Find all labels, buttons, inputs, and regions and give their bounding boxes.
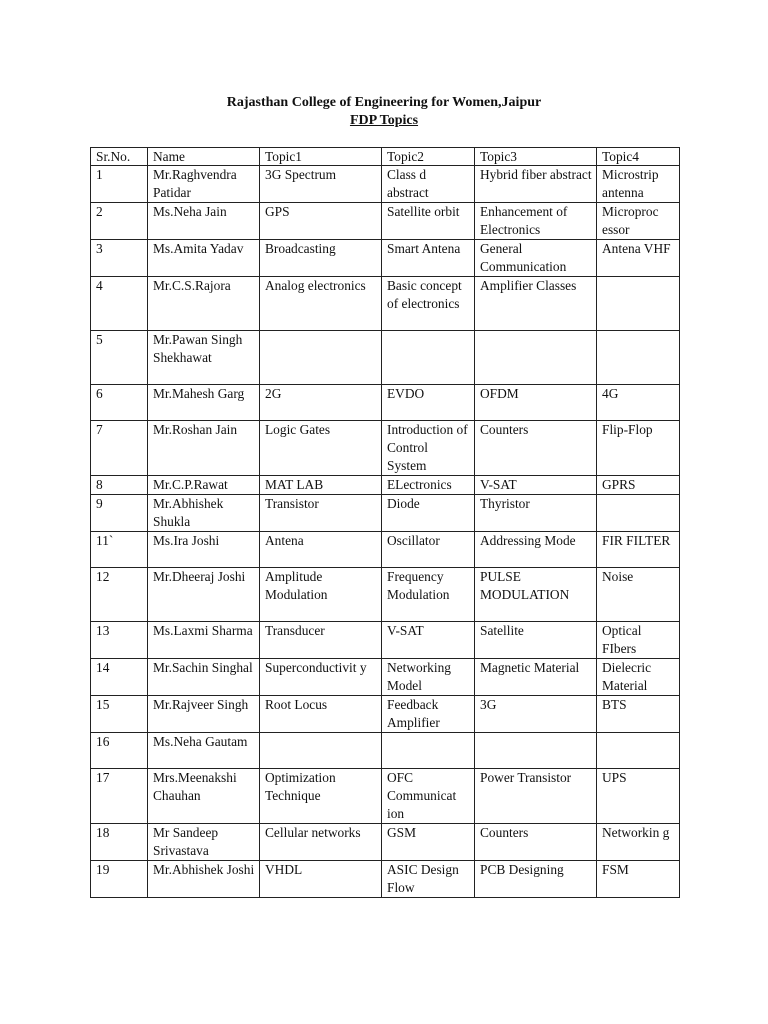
fdp-topics-table bbox=[90, 147, 680, 898]
cell-topic2: GSM bbox=[382, 824, 475, 861]
cell-topic4: Networkin g bbox=[597, 824, 680, 861]
cell-name: Mr.Sachin Singhal bbox=[148, 659, 260, 696]
cell-name: Mr.Mahesh Garg bbox=[148, 385, 260, 421]
cell-topic2: Satellite orbit bbox=[382, 203, 475, 240]
cell-topic1: Amplitude Modulation bbox=[260, 568, 382, 622]
cell-name: Ms.Laxmi Sharma bbox=[148, 622, 260, 659]
cell-topic3: Counters bbox=[475, 824, 597, 861]
cell-topic1 bbox=[260, 733, 382, 769]
cell-sr-no: 9 bbox=[91, 495, 148, 532]
cell-topic3: Hybrid fiber abstract bbox=[475, 166, 597, 203]
cell-sr-no: 19 bbox=[91, 861, 148, 898]
cell-topic3: Magnetic Material bbox=[475, 659, 597, 696]
cell-topic4 bbox=[597, 277, 680, 331]
cell-topic2: Oscillator bbox=[382, 532, 475, 568]
table-row bbox=[91, 240, 680, 277]
cell-topic1: Antena bbox=[260, 532, 382, 568]
table-header-row bbox=[91, 148, 680, 166]
cell-topic2: Class d abstract bbox=[382, 166, 475, 203]
table-row bbox=[91, 385, 680, 421]
cell-name: Mr.C.P.Rawat bbox=[148, 476, 260, 495]
cell-sr-no: 16 bbox=[91, 733, 148, 769]
table-row bbox=[91, 532, 680, 568]
cell-topic2: Networking Model bbox=[382, 659, 475, 696]
table-row bbox=[91, 568, 680, 622]
cell-name: Mr.Dheeraj Joshi bbox=[148, 568, 260, 622]
cell-name: Mr Sandeep Srivastava bbox=[148, 824, 260, 861]
cell-topic4: UPS bbox=[597, 769, 680, 824]
cell-sr-no: 2 bbox=[91, 203, 148, 240]
cell-sr-no: 5 bbox=[91, 331, 148, 385]
cell-sr-no: 18 bbox=[91, 824, 148, 861]
cell-topic2: OFC Communicat ion bbox=[382, 769, 475, 824]
table-body bbox=[91, 166, 680, 898]
cell-topic3: Addressing Mode bbox=[475, 532, 597, 568]
table-row bbox=[91, 203, 680, 240]
table-row bbox=[91, 733, 680, 769]
table-row bbox=[91, 495, 680, 532]
cell-topic4 bbox=[597, 733, 680, 769]
cell-topic4: Noise bbox=[597, 568, 680, 622]
cell-topic2: Basic concept of electronics bbox=[382, 277, 475, 331]
table-row bbox=[91, 769, 680, 824]
cell-topic4 bbox=[597, 331, 680, 385]
cell-topic2: ASIC Design Flow bbox=[382, 861, 475, 898]
cell-name: Mr.Roshan Jain bbox=[148, 421, 260, 476]
cell-topic3: Enhancement of Electronics bbox=[475, 203, 597, 240]
cell-topic1: Logic Gates bbox=[260, 421, 382, 476]
cell-topic2: EVDO bbox=[382, 385, 475, 421]
cell-name: Mr.Abhishek Joshi bbox=[148, 861, 260, 898]
cell-topic3 bbox=[475, 331, 597, 385]
cell-name: Mr.Abhishek Shukla bbox=[148, 495, 260, 532]
cell-topic3: PULSE MODULATION bbox=[475, 568, 597, 622]
table-row bbox=[91, 476, 680, 495]
cell-topic3: Power Transistor bbox=[475, 769, 597, 824]
table-row bbox=[91, 331, 680, 385]
table-row bbox=[91, 421, 680, 476]
cell-topic2: Frequency Modulation bbox=[382, 568, 475, 622]
cell-topic1: VHDL bbox=[260, 861, 382, 898]
cell-topic1: 3G Spectrum bbox=[260, 166, 382, 203]
cell-sr-no: 11` bbox=[91, 532, 148, 568]
cell-name: Mr.Pawan Singh Shekhawat bbox=[148, 331, 260, 385]
table-row bbox=[91, 277, 680, 331]
cell-sr-no: 3 bbox=[91, 240, 148, 277]
cell-topic2: ELectronics bbox=[382, 476, 475, 495]
header-name: Name bbox=[148, 148, 260, 166]
cell-topic1: 2G bbox=[260, 385, 382, 421]
cell-topic1: Broadcasting bbox=[260, 240, 382, 277]
cell-topic1: Cellular networks bbox=[260, 824, 382, 861]
cell-sr-no: 14 bbox=[91, 659, 148, 696]
table-row bbox=[91, 622, 680, 659]
cell-sr-no: 4 bbox=[91, 277, 148, 331]
table-row bbox=[91, 166, 680, 203]
cell-topic1: Transistor bbox=[260, 495, 382, 532]
table-row bbox=[91, 861, 680, 898]
cell-sr-no: 8 bbox=[91, 476, 148, 495]
table-row bbox=[91, 824, 680, 861]
cell-topic2 bbox=[382, 733, 475, 769]
cell-topic1: Optimization Technique bbox=[260, 769, 382, 824]
cell-topic3: 3G bbox=[475, 696, 597, 733]
cell-sr-no: 17 bbox=[91, 769, 148, 824]
cell-topic1: Analog electronics bbox=[260, 277, 382, 331]
cell-topic4: GPRS bbox=[597, 476, 680, 495]
cell-topic4: BTS bbox=[597, 696, 680, 733]
cell-topic2: Smart Antena bbox=[382, 240, 475, 277]
cell-sr-no: 15 bbox=[91, 696, 148, 733]
cell-name: Mr.C.S.Rajora bbox=[148, 277, 260, 331]
cell-topic4: Dielecric Material bbox=[597, 659, 680, 696]
cell-topic2: Feedback Amplifier bbox=[382, 696, 475, 733]
cell-topic2: Diode bbox=[382, 495, 475, 532]
cell-topic4 bbox=[597, 495, 680, 532]
cell-topic3: Amplifier Classes bbox=[475, 277, 597, 331]
cell-name: Mr.Raghvendra Patidar bbox=[148, 166, 260, 203]
cell-topic1: MAT LAB bbox=[260, 476, 382, 495]
header-topic1: Topic1 bbox=[260, 148, 382, 166]
cell-sr-no: 13 bbox=[91, 622, 148, 659]
cell-topic4: FSM bbox=[597, 861, 680, 898]
cell-topic4: 4G bbox=[597, 385, 680, 421]
cell-name: Mr.Rajveer Singh bbox=[148, 696, 260, 733]
cell-topic3: Thyristor bbox=[475, 495, 597, 532]
cell-topic2: Introduction of Control System bbox=[382, 421, 475, 476]
cell-topic4: Microproc essor bbox=[597, 203, 680, 240]
cell-topic2: V-SAT bbox=[382, 622, 475, 659]
cell-topic4: Antena VHF bbox=[597, 240, 680, 277]
cell-topic3: V-SAT bbox=[475, 476, 597, 495]
cell-name: Ms.Neha Gautam bbox=[148, 733, 260, 769]
cell-topic3: PCB Designing bbox=[475, 861, 597, 898]
cell-topic3: Satellite bbox=[475, 622, 597, 659]
header-topic4: Topic4 bbox=[597, 148, 680, 166]
cell-topic3: General Communication bbox=[475, 240, 597, 277]
table-row bbox=[91, 659, 680, 696]
cell-topic4: Microstrip antenna bbox=[597, 166, 680, 203]
cell-sr-no: 6 bbox=[91, 385, 148, 421]
cell-name: Ms.Amita Yadav bbox=[148, 240, 260, 277]
cell-name: Mrs.Meenakshi Chauhan bbox=[148, 769, 260, 824]
cell-topic3 bbox=[475, 733, 597, 769]
cell-topic3: Counters bbox=[475, 421, 597, 476]
cell-topic1: Transducer bbox=[260, 622, 382, 659]
cell-topic1 bbox=[260, 331, 382, 385]
document-subtitle: FDP Topics bbox=[349, 113, 419, 128]
cell-topic1: GPS bbox=[260, 203, 382, 240]
cell-topic3: OFDM bbox=[475, 385, 597, 421]
header-topic3: Topic3 bbox=[475, 148, 597, 166]
header-sr-no: Sr.No. bbox=[91, 148, 148, 166]
cell-sr-no: 1 bbox=[91, 166, 148, 203]
document-title: Rajasthan College of Engineering for Women,Jaipur bbox=[226, 95, 542, 110]
table-row bbox=[91, 696, 680, 733]
cell-topic4: Flip-Flop bbox=[597, 421, 680, 476]
header-topic2: Topic2 bbox=[382, 148, 475, 166]
cell-name: Ms.Neha Jain bbox=[148, 203, 260, 240]
cell-topic2 bbox=[382, 331, 475, 385]
cell-sr-no: 7 bbox=[91, 421, 148, 476]
cell-topic1: Superconductivit y bbox=[260, 659, 382, 696]
cell-topic4: Optical FIbers bbox=[597, 622, 680, 659]
cell-topic4: FIR FILTER bbox=[597, 532, 680, 568]
cell-topic1: Root Locus bbox=[260, 696, 382, 733]
cell-name: Ms.Ira Joshi bbox=[148, 532, 260, 568]
cell-sr-no: 12 bbox=[91, 568, 148, 622]
